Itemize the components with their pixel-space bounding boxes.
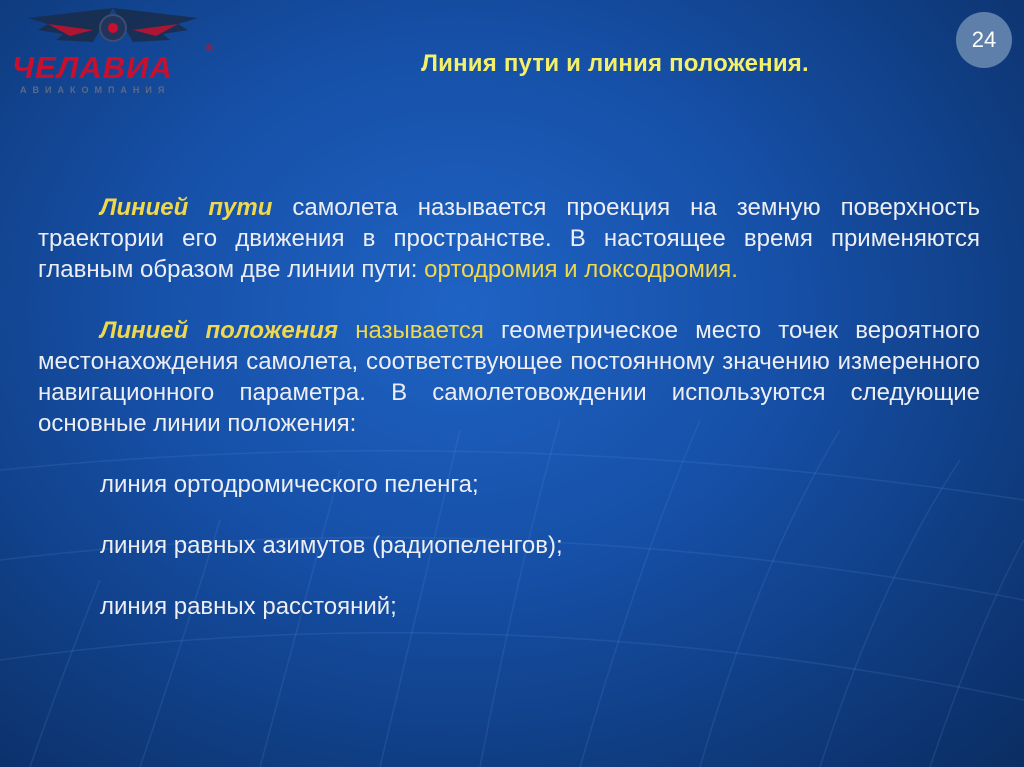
list-item: линия равных азимутов (радиопеленгов); [100, 532, 563, 559]
accent-text: называется [338, 317, 484, 344]
list-item: линия ортодромического пеленга; [100, 471, 479, 498]
logo-text: ЧЕЛАВИА [12, 50, 173, 85]
slide-content [38, 192, 980, 652]
highlight-text: ортодромия и локсодромия. [424, 256, 738, 283]
wings-emblem-icon [28, 8, 198, 42]
slide-number: 24 [956, 12, 1012, 68]
term-route-line: Линией пути [100, 194, 273, 221]
paragraph-position-line [38, 315, 980, 439]
paragraph-route-line [38, 192, 980, 285]
list-item: линия равных расстояний; [100, 593, 397, 620]
paragraph-text: самолета называется проекция на земную поверхность траектории его движения в пространстве. В настоящее время применяются главным образом две линии пути: [38, 194, 980, 283]
paragraph-text: геометрическое место точек вероятного местонахождения самолета, соответствующее постоянному значению измеренного навигационного параметра. В самолетовождении используются следующие основные линии положения: [38, 317, 980, 437]
slide-title: Линия пути и линия положения. [421, 50, 809, 77]
term-position-line: Линией положения [100, 317, 339, 344]
logo-subtitle: АВИАКОМПАНИЯ [20, 85, 171, 95]
registered-mark: ® [206, 43, 215, 55]
